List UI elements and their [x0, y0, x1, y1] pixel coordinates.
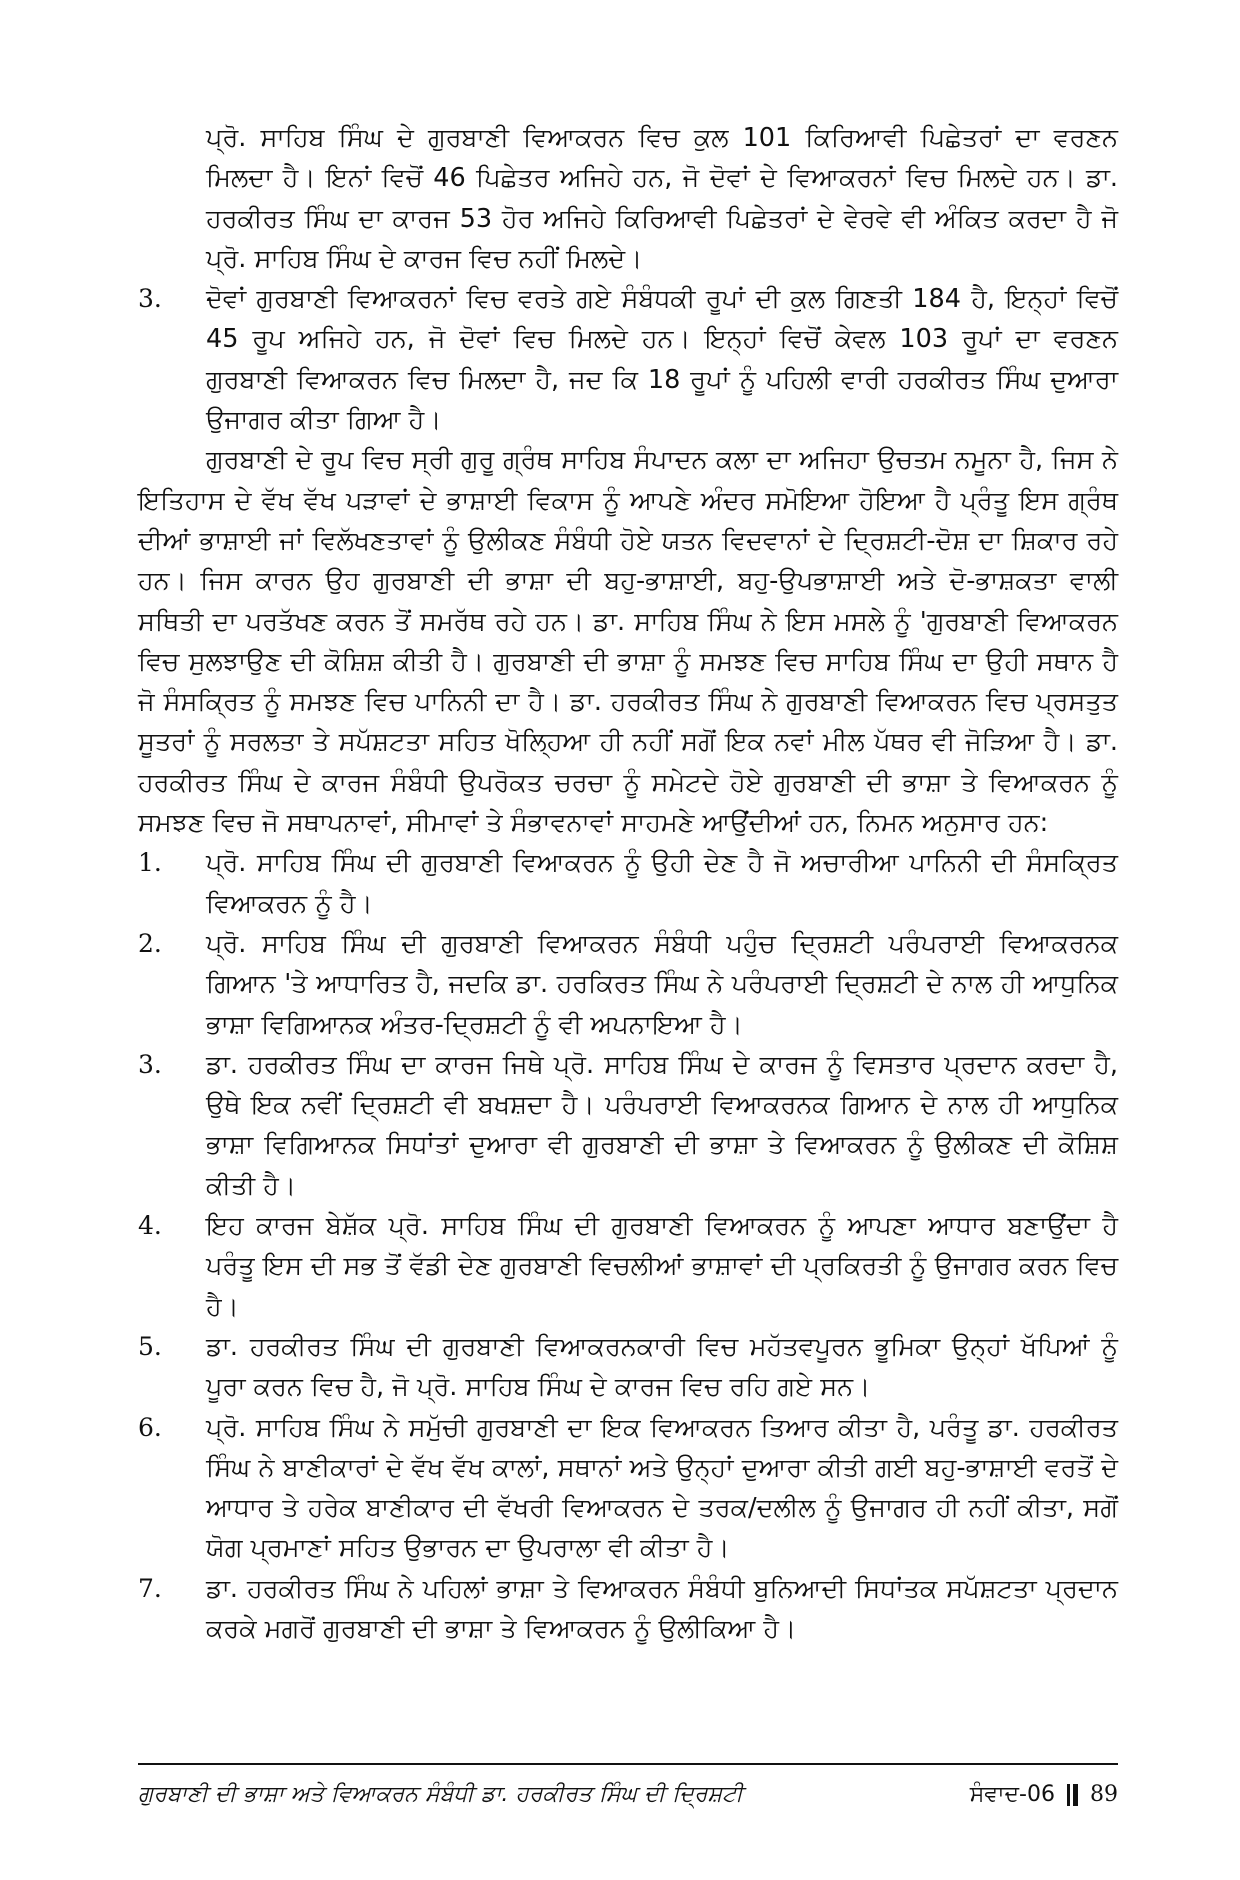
page-body — [138, 118, 1118, 1649]
numbered-item-3-upper — [138, 279, 1118, 440]
list-item — [138, 1206, 1118, 1327]
list-item — [138, 1408, 1118, 1569]
item-text: ਡਾ. ਹਰਕੀਰਤ ਸਿੰਘ ਦਾ ਕਾਰਜ ਜਿਥੇ ਪ੍ਰੋ. ਸਾਹਿਬ ਸਿੰਘ ਦੇ ਕਾਰਜ ਨੂੰ ਵਿਸਤਾਰ ਪ੍ਰਦਾਨ ਕਰਦਾ ਹੈ, ਉਥੇ ਇਕ ਨਵੀਂ ਦ੍ਰਿਸ਼ਟੀ ਵੀ ਬਖਸ਼ਦਾ ਹੈ। ਪਰੰਪਰਾਈ ਵਿਆਕਰਨਕ ਗਿਆਨ ਦੇ ਨਾਲ ਹੀ ਆਧੁਨਿਕ ਭਾਸ਼ਾ ਵਿਗਿਆਨਕ ਸਿਧਾਂਤਾਂ ਦੁਆਰਾ ਵੀ ਗੁਰਬਾਣੀ ਦੀ ਭਾਸ਼ਾ ਤੇ ਵਿਆਕਰਨ ਨੂੰ ਉਲੀਕਣ ਦੀ ਕੋਸ਼ਿਸ਼ ਕੀਤੀ ਹੈ। — [206, 1049, 1118, 1201]
list-item — [138, 1045, 1118, 1206]
item-text: ਡਾ. ਹਰਕੀਰਤ ਸਿੰਘ ਦੀ ਗੁਰਬਾਣੀ ਵਿਆਕਰਨਕਾਰੀ ਵਿਚ ਮਹੱਤਵਪੂਰਨ ਭੂਮਿਕਾ ਉਨ੍ਹਾਂ ਖੱਪਿਆਂ ਨੂੰ ਪੂਰਾ ਕਰਨ ਵਿਚ ਹੈ, ਜੋ ਪ੍ਰੋ. ਸਾਹਿਬ ਸਿੰਘ ਦੇ ਕਾਰਜ ਵਿਚ ਰਹਿ ਗਏ ਸਨ। — [206, 1331, 1118, 1403]
item-number: 7. — [138, 1573, 162, 1603]
item-text: ਪ੍ਰੋ. ਸਾਹਿਬ ਸਿੰਘ ਦੀ ਗੁਰਬਾਣੀ ਵਿਆਕਰਨ ਨੂੰ ਉਹੀ ਦੇਣ ਹੈ ਜੋ ਅਚਾਰੀਆ ਪਾਨਿਨੀ ਦੀ ਸੰਸਕ੍ਰਿਤ ਵਿਆਕਰਨ ਨੂੰ ਹੈ। — [206, 848, 1118, 919]
page-number: 89 — [1090, 1782, 1118, 1807]
list-item — [138, 843, 1118, 924]
journal-issue: ਸੰਵਾਦ-06 — [969, 1782, 1055, 1807]
running-title: ਗੁਰਬਾਣੀ ਦੀ ਭਾਸ਼ਾ ਅਤੇ ਵਿਆਕਰਨ ਸੰਬੰਧੀ ਡਾ. ਹਰਕੀਰਤ ਸਿੰਘ ਦੀ ਦ੍ਰਿਸ਼ਟੀ — [138, 1782, 743, 1807]
page-footer-meta — [970, 1780, 1118, 1810]
item-number: 4. — [138, 1211, 162, 1241]
item-number: 1. — [138, 848, 162, 878]
item-number: 6. — [138, 1412, 162, 1442]
item-text: ਪ੍ਰੋ. ਸਾਹਿਬ ਸਿੰਘ ਦੀ ਗੁਰਬਾਣੀ ਵਿਆਕਰਨ ਸੰਬੰਧੀ ਪਹੁੰਚ ਦ੍ਰਿਸ਼ਟੀ ਪਰੰਪਰਾਈ ਵਿਆਕਰਨਕ ਗਿਆਨ 'ਤੇ ਆਧਾਰਿਤ ਹੈ, ਜਦਕਿ ਡਾ. ਹਰਕਿਰਤ ਸਿੰਘ ਨੇ ਪਰੰਪਰਾਈ ਦ੍ਰਿਸ਼ਟੀ ਦੇ ਨਾਲ ਹੀ ਆਧੁਨਿਕ ਭਾਸ਼ਾ ਵਿਗਿਆਨਕ ਅੰਤਰ-ਦ੍ਰਿਸ਼ਟੀ ਨੂੰ ਵੀ ਅਪਨਾਇਆ ਹੈ। — [206, 928, 1118, 1040]
item-number: 5. — [138, 1331, 162, 1361]
numbered-list — [138, 843, 1118, 1649]
item-number: 2. — [138, 928, 162, 958]
main-paragraph: ਗੁਰਬਾਣੀ ਦੇ ਰੂਪ ਵਿਚ ਸ੍ਰੀ ਗੁਰੂ ਗ੍ਰੰਥ ਸਾਹਿਬ ਸੰਪਾਦਨ ਕਲਾ ਦਾ ਅਜਿਹਾ ਉਚਤਮ ਨਮੂਨਾ ਹੈ, ਜਿਸ ਨੇ ਇਤਿਹਾਸ ਦੇ ਵੱਖ ਵੱਖ ਪੜਾਵਾਂ ਦੇ ਭਾਸ਼ਾਈ ਵਿਕਾਸ ਨੂੰ ਆਪਣੇ ਅੰਦਰ ਸਮੋਇਆ ਹੋਇਆ ਹੈ ਪ੍ਰੰਤੂ ਇਸ ਗ੍ਰੰਥ ਦੀਆਂ ਭਾਸ਼ਾਈ ਜਾਂ ਵਿਲੱਖਣਤਾਵਾਂ ਨੂੰ ਉਲੀਕਣ ਸੰਬੰਧੀ ਹੋਏ ਯਤਨ ਵਿਦਵਾਨਾਂ ਦੇ ਦ੍ਰਿਸ਼ਟੀ-ਦੋਸ਼ ਦਾ ਸ਼ਿਕਾਰ ਰਹੇ ਹਨ। ਜਿਸ ਕਾਰਨ ਉਹ ਗੁਰਬਾਣੀ ਦੀ ਭਾਸ਼ਾ ਦੀ ਬਹੁ-ਭਾਸ਼ਾਈ, ਬਹੁ-ਉਪਭਾਸ਼ਾਈ ਅਤੇ ਦੋ-ਭਾਸ਼ਕਤਾ ਵਾਲੀ ਸਥਿਤੀ ਦਾ ਪਰਤੱਖਣ ਕਰਨ ਤੋਂ ਸਮਰੱਥ ਰਹੇ ਹਨ। ਡਾ. ਸਾਹਿਬ ਸਿੰਘ ਨੇ ਇਸ ਮਸਲੇ ਨੂੰ 'ਗੁਰਬਾਣੀ ਵਿਆਕਰਨ ਵਿਚ ਸੁਲਝਾਉਣ ਦੀ ਕੋਸ਼ਿਸ਼ ਕੀਤੀ ਹੈ। ਗੁਰਬਾਣੀ ਦੀ ਭਾਸ਼ਾ ਨੂੰ ਸਮਝਣ ਵਿਚ ਸਾਹਿਬ ਸਿੰਘ ਦਾ ਉਹੀ ਸਥਾਨ ਹੈ ਜੋ ਸੰਸਕ੍ਰਿਤ ਨੂੰ ਸਮਝਣ ਵਿਚ ਪਾਨਿਨੀ ਦਾ ਹੈ। ਡਾ. ਹਰਕੀਰਤ ਸਿੰਘ ਨੇ ਗੁਰਬਾਣੀ ਵਿਆਕਰਨ ਵਿਚ ਪ੍ਰਸਤੁਤ ਸੂਤਰਾਂ ਨੂੰ ਸਰਲਤਾ ਤੇ ਸਪੱਸ਼ਟਤਾ ਸਹਿਤ ਖੋਲ੍ਹਿਆ ਹੀ ਨਹੀਂ ਸਗੋਂ ਇਕ ਨਵਾਂ ਮੀਲ ਪੱਥਰ ਵੀ ਜੋੜਿਆ ਹੈ। ਡਾ. ਹਰਕੀਰਤ ਸਿੰਘ ਦੇ ਕਾਰਜ ਸੰਬੰਧੀ ਉਪਰੋਕਤ ਚਰਚਾ ਨੂੰ ਸਮੇਟਦੇ ਹੋਏ ਗੁਰਬਾਣੀ ਦੀ ਭਾਸ਼ਾ ਤੇ ਵਿਆਕਰਨ ਨੂੰ ਸਮਝਣ ਵਿਚ ਜੋ ਸਥਾਪਨਾਵਾਂ, ਸੀਮਾਵਾਂ ਤੇ ਸੰਭਾਵਨਾਵਾਂ ਸਾਹਮਣੇ ਆਉਂਦੀਆਂ ਹਨ, ਨਿਮਨ ਅਨੁਸਾਰ ਹਨ: — [138, 445, 1118, 839]
list-item — [138, 1569, 1118, 1650]
intro-continuation-paragraph: ਪ੍ਰੋ. ਸਾਹਿਬ ਸਿੰਘ ਦੇ ਗੁਰਬਾਣੀ ਵਿਆਕਰਨ ਵਿਚ ਕੁਲ 101 ਕਿਰਿਆਵੀ ਪਿਛੇਤਰਾਂ ਦਾ ਵਰਣਨ ਮਿਲਦਾ ਹੈ। ਇਨਾਂ ਵਿਚੋਂ 46 ਪਿਛੇਤਰ ਅਜਿਹੇ ਹਨ, ਜੋ ਦੋਵਾਂ ਦੇ ਵਿਆਕਰਨਾਂ ਵਿਚ ਮਿਲਦੇ ਹਨ। ਡਾ. ਹਰਕੀਰਤ ਸਿੰਘ ਦਾ ਕਾਰਜ 53 ਹੋਰ ਅਜਿਹੇ ਕਿਰਿਆਵੀ ਪਿਛੇਤਰਾਂ ਦੇ ਵੇਰਵੇ ਵੀ ਅੰਕਿਤ ਕਰਦਾ ਹੈ ਜੋ ਪ੍ਰੋ. ਸਾਹਿਬ ਸਿੰਘ ਦੇ ਕਾਰਜ ਵਿਚ ਨਹੀਂ ਮਿਲਦੇ। — [206, 123, 1118, 274]
item-text: ਇਹ ਕਾਰਜ ਬੇਸ਼ੱਕ ਪ੍ਰੋ. ਸਾਹਿਬ ਸਿੰਘ ਦੀ ਗੁਰਬਾਣੀ ਵਿਆਕਰਨ ਨੂੰ ਆਪਣਾ ਆਧਾਰ ਬਣਾਉਂਦਾ ਹੈ ਪਰੰਤੂ ਇਸ ਦੀ ਸਭ ਤੋਂ ਵੱਡੀ ਦੇਣ ਗੁਰਬਾਣੀ ਵਿਚਲੀਆਂ ਭਾਸ਼ਾਵਾਂ ਦੀ ਪ੍ਰਕਿਰਤੀ ਨੂੰ ਉਜਾਗਰ ਕਰਨ ਵਿਚ ਹੈ। — [206, 1211, 1118, 1322]
list-item — [138, 1327, 1118, 1408]
item-number: 3. — [138, 284, 162, 314]
item-text: ਦੋਵਾਂ ਗੁਰਬਾਣੀ ਵਿਆਕਰਨਾਂ ਵਿਚ ਵਰਤੇ ਗਏ ਸੰਬੰਧਕੀ ਰੂਪਾਂ ਦੀ ਕੁਲ ਗਿਣਤੀ 184 ਹੈ, ਇਨ੍ਹਾਂ ਵਿਚੋਂ 45 ਰੂਪ ਅਜਿਹੇ ਹਨ, ਜੋ ਦੋਵਾਂ ਵਿਚ ਮਿਲਦੇ ਹਨ। ਇਨ੍ਹਾਂ ਵਿਚੋਂ ਕੇਵਲ 103 ਰੂਪਾਂ ਦਾ ਵਰਣਨ ਗੁਰਬਾਣੀ ਵਿਆਕਰਨ ਵਿਚ ਮਿਲਦਾ ਹੈ, ਜਦ ਕਿ 18 ਰੂਪਾਂ ਨੂੰ ਪਹਿਲੀ ਵਾਰੀ ਹਰਕੀਰਤ ਸਿੰਘ ਦੁਆਰਾ ਉਜਾਗਰ ਕੀਤਾ ਗਿਆ ਹੈ। — [206, 284, 1118, 436]
list-item — [138, 924, 1118, 1045]
item-text: ਪ੍ਰੋ. ਸਾਹਿਬ ਸਿੰਘ ਨੇ ਸਮੁੱਚੀ ਗੁਰਬਾਣੀ ਦਾ ਇਕ ਵਿਆਕਰਨ ਤਿਆਰ ਕੀਤਾ ਹੈ, ਪਰੰਤੂ ਡਾ. ਹਰਕੀਰਤ ਸਿੰਘ ਨੇ ਬਾਣੀਕਾਰਾਂ ਦੇ ਵੱਖ ਵੱਖ ਕਾਲਾਂ, ਸਥਾਨਾਂ ਅਤੇ ਉਨ੍ਹਾਂ ਦੁਆਰਾ ਕੀਤੀ ਗਈ ਬਹੁ-ਭਾਸ਼ਾਈ ਵਰਤੋਂ ਦੇ ਆਧਾਰ ਤੇ ਹਰੇਕ ਬਾਣੀਕਾਰ ਦੀ ਵੱਖਰੀ ਵਿਆਕਰਨ ਦੇ ਤਰਕ/ਦਲੀਲ ਨੂੰ ਉਜਾਗਰ ਹੀ ਨਹੀਂ ਕੀਤਾ, ਸਗੋਂ ਯੋਗ ਪ੍ਰਮਾਣਾਂ ਸਹਿਤ ਉਭਾਰਨ ਦਾ ਉਪਰਾਲਾ ਵੀ ਕੀਤਾ ਹੈ। — [206, 1412, 1118, 1564]
footer-divider — [138, 1763, 1118, 1765]
item-text: ਡਾ. ਹਰਕੀਰਤ ਸਿੰਘ ਨੇ ਪਹਿਲਾਂ ਭਾਸ਼ਾ ਤੇ ਵਿਆਕਰਨ ਸੰਬੰਧੀ ਬੁਨਿਆਦੀ ਸਿਧਾਂਤਕ ਸਪੱਸ਼ਟਤਾ ਪ੍ਰਦਾਨ ਕਰਕੇ ਮਗਰੋਂ ਗੁਰਬਾਣੀ ਦੀ ਭਾਸ਼ਾ ਤੇ ਵਿਆਕਰਨ ਨੂੰ ਉਲੀਕਿਆ ਹੈ। — [206, 1573, 1118, 1644]
separator-bars-icon — [1067, 1784, 1078, 1806]
item-number: 3. — [138, 1049, 162, 1079]
